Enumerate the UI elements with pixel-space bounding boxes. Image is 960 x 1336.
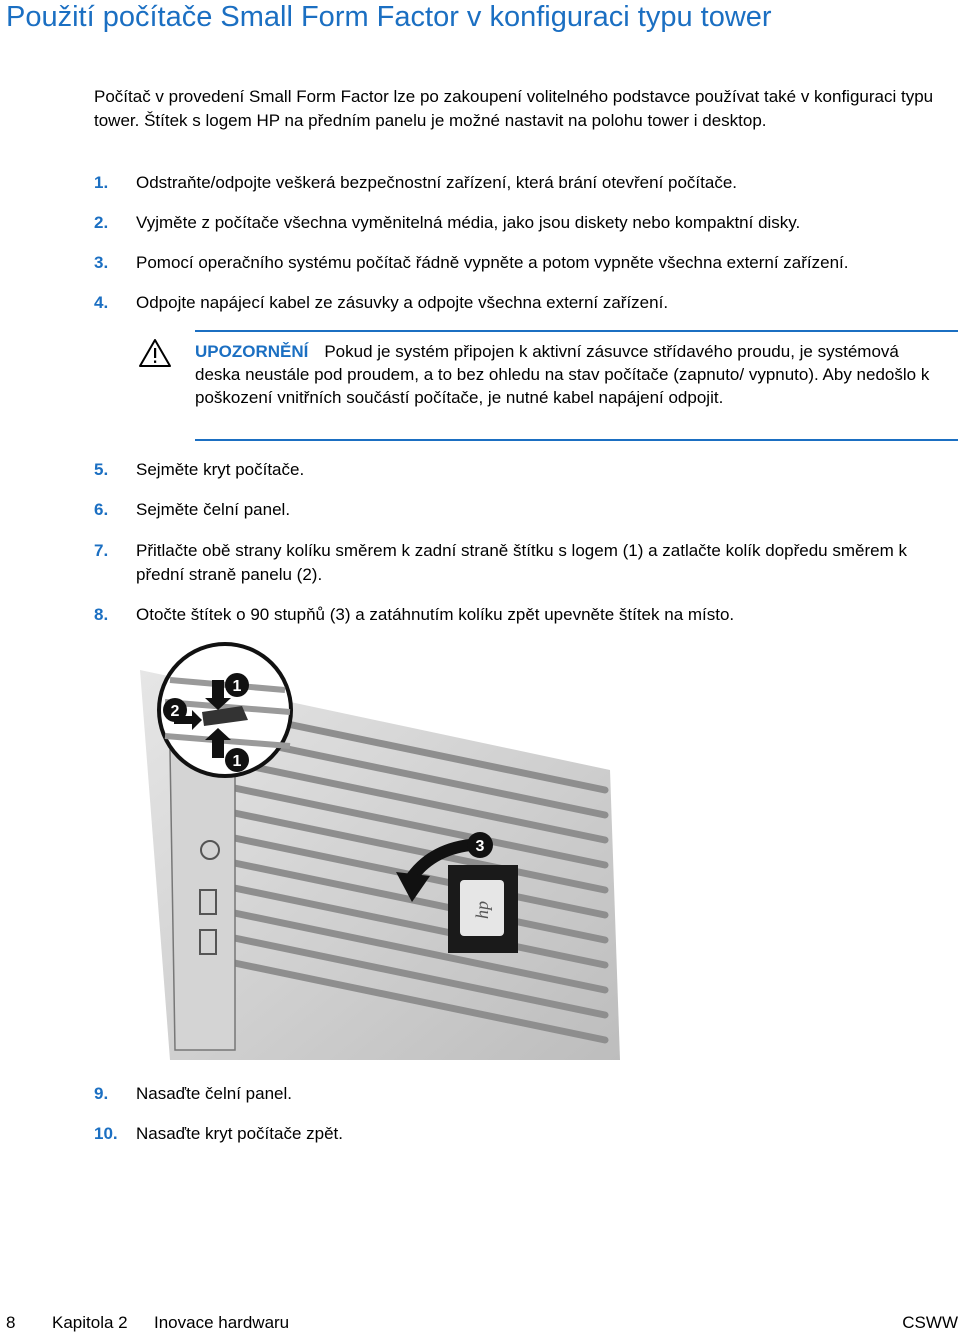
- warning-triangle-icon: [138, 338, 172, 368]
- caution-bottom-rule: [195, 439, 958, 441]
- step-number: 5.: [94, 460, 109, 479]
- logo-rotation-illustration: [140, 640, 640, 1060]
- step-text: Sejměte čelní panel.: [136, 500, 291, 519]
- doc-code: CSWW: [902, 1313, 958, 1332]
- step-number: 9.: [94, 1084, 109, 1103]
- step-text: Pomocí operačního systému počítač řádně vypněte a potom vypněte všechna externí zařízení.: [136, 253, 849, 272]
- page-title: Použití počítače Small Form Factor v konfiguraci typu tower: [6, 1, 772, 33]
- step-text: Sejměte kryt počítače.: [136, 460, 305, 479]
- caution-top-rule: [195, 330, 958, 332]
- step-number: 1.: [94, 173, 109, 192]
- step-number: 7.: [94, 541, 109, 560]
- step-text: Přitlačte obě strany kolíku směrem k zadní straně štítku s logem (1) a zatlačte kolík dopředu směrem k přední straně panelu (2).: [136, 541, 907, 584]
- caution-label: UPOZORNĚNÍ: [195, 342, 309, 361]
- callout-number: 1: [232, 678, 242, 695]
- page-number: 8: [6, 1313, 16, 1332]
- intro-paragraph: Počítač v provedení Small Form Factor lze po zakoupení volitelného podstavce používat také v konfiguraci typu tower. Štítek s logem HP na předním panelu je možné nastavit na polohu tower i desktop.: [94, 87, 934, 130]
- hp-logo-text: hp: [472, 901, 492, 919]
- step-text: Nasaďte čelní panel.: [136, 1084, 292, 1103]
- step-text: Otočte štítek o 90 stupňů (3) a zatáhnutím kolíku zpět upevněte štítek na místo.: [136, 605, 735, 624]
- step-number: 6.: [94, 500, 109, 519]
- step-text: Odstraňte/odpojte veškerá bezpečnostní zařízení, která brání otevření počítače.: [136, 173, 738, 192]
- step-number: 8.: [94, 605, 109, 624]
- step-number: 3.: [94, 253, 109, 272]
- caution-box: [195, 340, 945, 409]
- chapter-label: Kapitola 2: [52, 1313, 128, 1332]
- step-number: 2.: [94, 213, 109, 232]
- panel-side-column: [170, 750, 235, 1050]
- section-label: Inovace hardwaru: [154, 1313, 290, 1332]
- callout-number: 3: [475, 838, 485, 855]
- step-number: 4.: [94, 293, 109, 312]
- step-text: Vyjměte z počítače všechna vyměnitelná média, jako jsou diskety nebo kompaktní disky.: [136, 213, 801, 232]
- caution-message: Pokud je systém připojen k aktivní zásuvce střídavého proudu, je systémová deska neustále pod proudem, a to bez ohledu na stav počítače (zapnuto/ vypnuto). Aby nedošlo k poškození vnitřních součástí počítače, je nutné kabel napájení odpojit.: [195, 342, 930, 407]
- step-number: 10.: [94, 1124, 118, 1143]
- step-text: Nasaďte kryt počítače zpět.: [136, 1124, 343, 1143]
- callout-number: 2: [170, 703, 180, 720]
- callout-number: 1: [232, 753, 242, 770]
- step-text: Odpojte napájecí kabel ze zásuvky a odpojte všechna externí zařízení.: [136, 293, 669, 312]
